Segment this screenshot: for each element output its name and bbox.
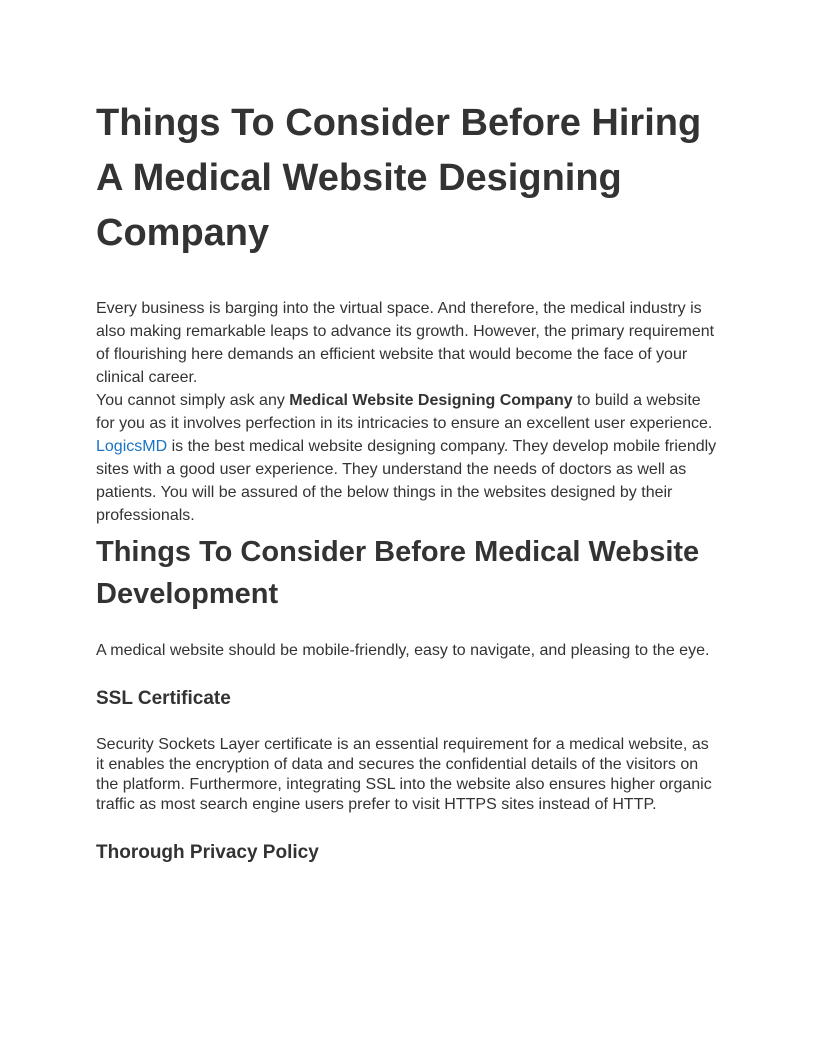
logicsmd-link[interactable]: LogicsMD <box>96 438 168 455</box>
intro-paragraph-2 <box>96 389 720 435</box>
intro-paragraph-1: Every business is barging into the virtual space. And therefore, the medical industry is also making remarkable leaps to advance its growth. However, the primary requirement of flourishing here demands an efficient website that would become the face of your clinical career. <box>96 300 715 386</box>
intro-paragraph-2-start: You cannot simply ask any <box>96 392 290 409</box>
section-paragraph: A medical website should be mobile-friendly, easy to navigate, and pleasing to the eye. <box>96 642 710 659</box>
page-title: Things To Consider Before Hiring A Medical Website Designing Company <box>96 102 702 254</box>
document-page <box>96 96 720 865</box>
intro-paragraph-3 <box>96 435 720 527</box>
section-heading: Things To Consider Before Medical Website Development <box>96 536 700 610</box>
ssl-paragraph: Security Sockets Layer certificate is an essential requirement for a medical website, as it enables the encryption of data and secures the confidential details of the visitors on the platform. Furthermore, integrating SSL into the website also ensures higher organic traffic as most search engine users prefer to visit HTTPS sites instead of HTTP. <box>96 736 712 813</box>
intro-paragraph-3-text: is the best medical website designing company. They develop mobile friendly sites with a good user experience. They understand the needs of doctors as well as patients. You will be assured of the below things in the websites designed by their professionals. <box>96 438 717 524</box>
intro-paragraph-2-end: to build a website for you as it involves perfection in its intricacies to ensure an excellent user experience. <box>96 392 713 432</box>
subheading-ssl-certificate: SSL Certificate <box>96 688 231 709</box>
bold-phrase: Medical Website Designing Company <box>289 392 573 409</box>
subheading-privacy-policy: Thorough Privacy Policy <box>96 842 319 863</box>
